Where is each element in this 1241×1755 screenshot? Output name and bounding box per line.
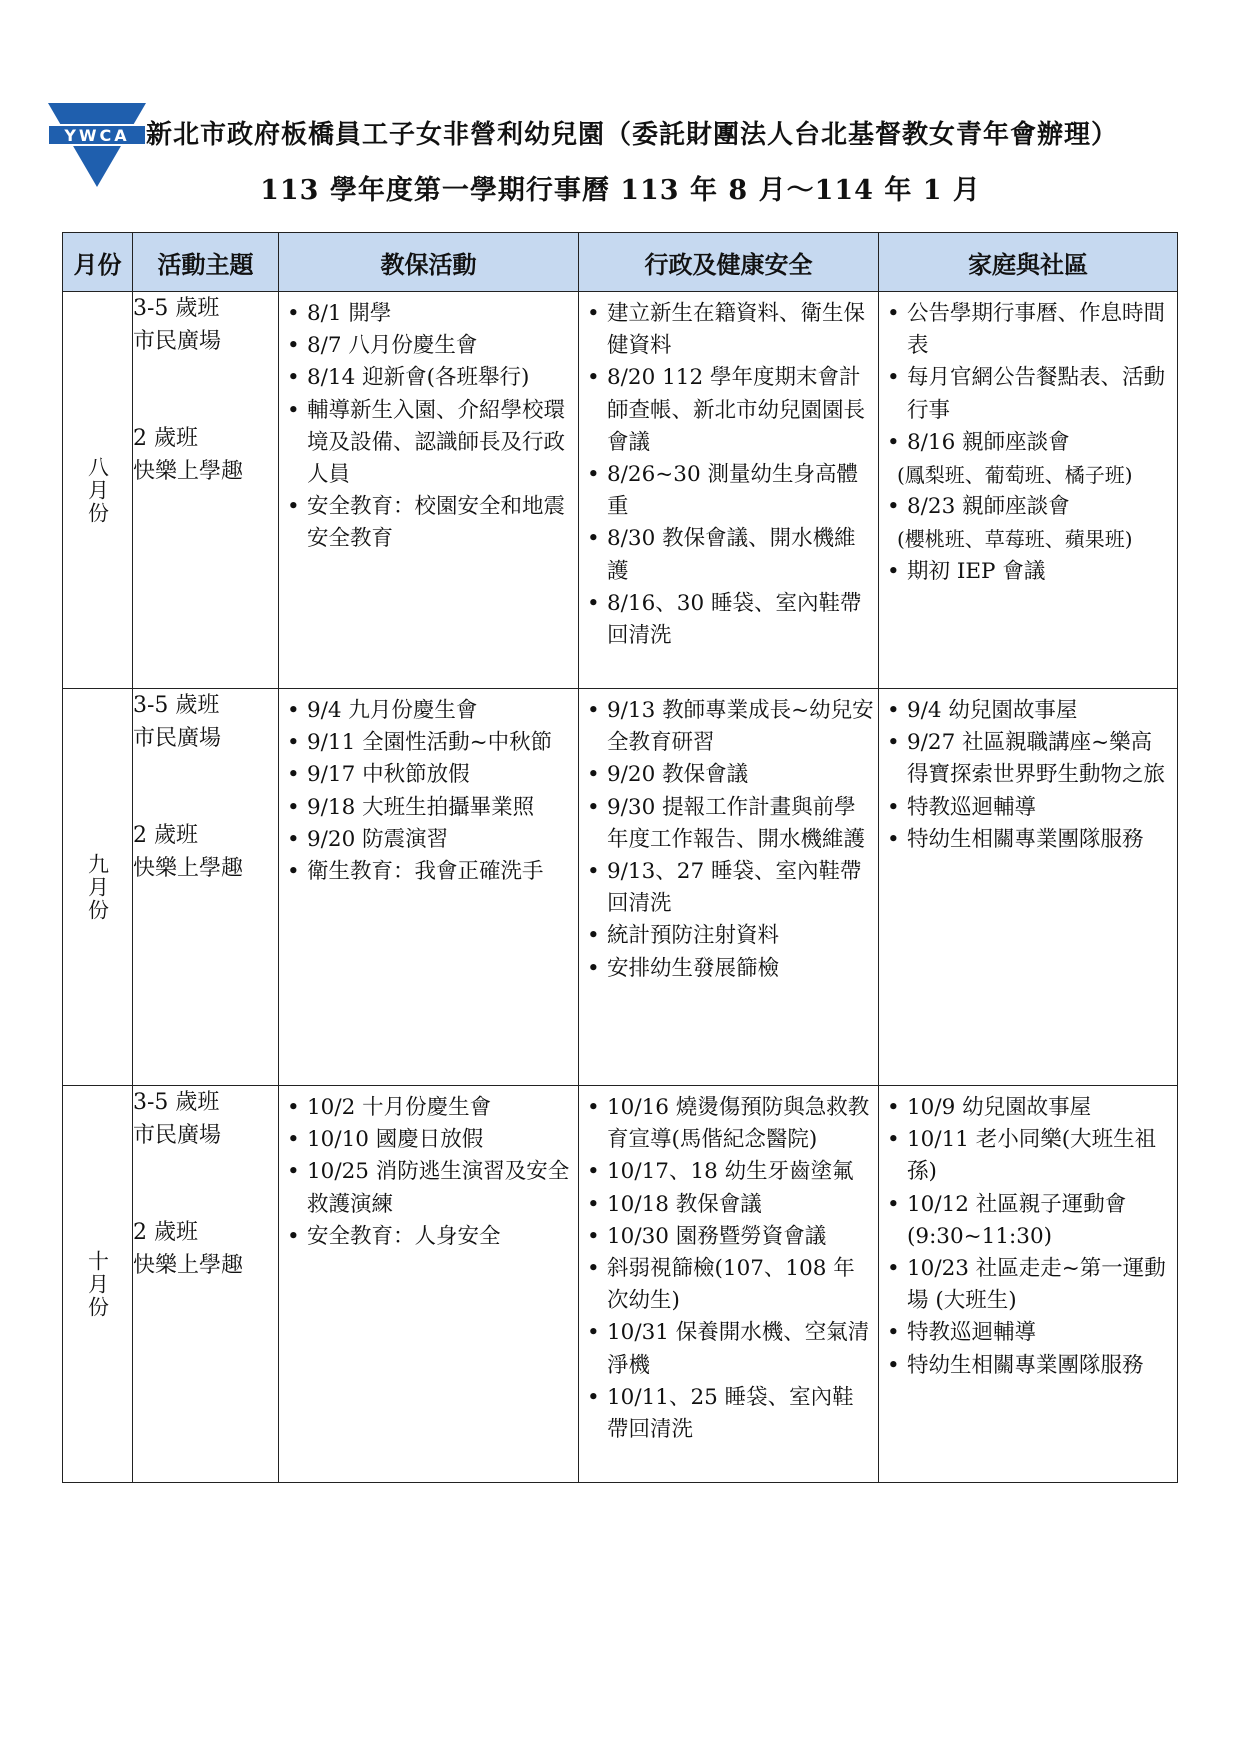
list-item: • 8/26~30 測量幼生身高體重 — [585, 459, 874, 523]
list-item: • 每月官網公告餐點表、活動行事 — [885, 362, 1173, 426]
theme-cell — [133, 1086, 279, 1483]
list-item: • 9/11 全園性活動~中秋節 — [285, 727, 574, 759]
list-item: • 9/27 社區親職講座~樂高得寶探索世界野生動物之旅 — [885, 727, 1173, 791]
list-item: • 8/16 親師座談會 — [885, 427, 1173, 459]
list-item: (櫻桃班、草莓班、蘋果班) — [897, 527, 1133, 552]
month-row — [63, 292, 1178, 689]
list-item: • 安排幼生發展篩檢 — [585, 953, 874, 985]
list-item: • 建立新生在籍資料、衛生保健資料 — [585, 298, 874, 362]
month-cell: 十月份 — [63, 1086, 133, 1483]
age-group-label: 2 歲班 — [133, 426, 198, 451]
education-list — [279, 292, 578, 556]
list-item: • 8/16、30 睡袋、室內鞋帶回清洗 — [585, 588, 874, 652]
column-header: 活動主題 — [133, 233, 279, 292]
month-cell: 九月份 — [63, 689, 133, 1086]
list-item: • 9/20 防震演習 — [285, 824, 574, 856]
column-header: 家庭與社區 — [879, 233, 1178, 292]
theme-cell — [133, 689, 279, 1086]
list-item: • 特教巡迴輔導 — [885, 792, 1173, 824]
column-header: 行政及健康安全 — [579, 233, 879, 292]
header-row — [63, 233, 1178, 292]
month-row — [63, 689, 1178, 1086]
theme-group — [133, 1086, 278, 1152]
list-item: • 期初 IEP 會議 — [885, 556, 1173, 588]
education-list — [279, 1086, 578, 1253]
age-group-label: 3-5 歲班 — [133, 1090, 220, 1115]
admin-list — [579, 1086, 878, 1446]
list-item: • 8/20 112 學年度期末會計師查帳、新北市幼兒園園長會議 — [585, 362, 874, 459]
age-group-label: 2 歲班 — [133, 823, 198, 848]
theme-group — [133, 1216, 278, 1282]
admin-cell — [579, 1086, 879, 1483]
theme-topic: 快樂上學趣 — [133, 856, 244, 881]
theme-group — [133, 819, 278, 885]
family-list — [879, 292, 1177, 588]
theme-topic: 市民廣場 — [133, 726, 222, 751]
theme-cell — [133, 292, 279, 689]
list-item: • 衛生教育：我會正確洗手 — [285, 856, 574, 888]
list-item: • 輔導新生入園、介紹學校環境及設備、認識師長及行政人員 — [285, 395, 574, 492]
list-item: • 9/4 九月份慶生會 — [285, 695, 574, 727]
education-cell — [279, 1086, 579, 1483]
list-item: • 9/4 幼兒園故事屋 — [885, 695, 1173, 727]
family-list — [879, 689, 1177, 856]
list-item: • 特教巡迴輔導 — [885, 1317, 1173, 1349]
admin-list — [579, 689, 878, 985]
list-item: • 10/12 社區親子運動會(9:30~11:30) — [885, 1189, 1173, 1253]
list-item: • 10/31 保養開水機、空氣清淨機 — [585, 1317, 874, 1381]
admin-cell — [579, 689, 879, 1086]
list-item: • 10/16 燒燙傷預防與急救教育宣導(馬偕紀念醫院) — [585, 1092, 874, 1156]
list-item: • 9/18 大班生拍攝畢業照 — [285, 792, 574, 824]
list-item: • 8/14 迎新會(各班舉行) — [285, 362, 574, 394]
theme-group — [133, 422, 278, 488]
svg-text:YWCA: YWCA — [64, 126, 130, 145]
list-item: • 10/11、25 睡袋、室內鞋帶回清洗 — [585, 1382, 874, 1446]
calendar-table — [62, 232, 1178, 1483]
list-item: • 10/10 國慶日放假 — [285, 1124, 574, 1156]
list-item: • 10/30 園務暨勞資會議 — [585, 1221, 874, 1253]
family-list — [879, 1086, 1177, 1382]
list-item: • 10/23 社區走走~第一運動場 (大班生) — [885, 1253, 1173, 1317]
list-item: • 10/17、18 幼生牙齒塗氟 — [585, 1156, 874, 1188]
column-header: 教保活動 — [279, 233, 579, 292]
list-item: • 8/30 教保會議、開水機維護 — [585, 523, 874, 587]
list-item: • 特幼生相關專業團隊服務 — [885, 1350, 1173, 1382]
column-header: 月份 — [63, 233, 133, 292]
age-group-label: 3-5 歲班 — [133, 296, 220, 321]
education-list — [279, 689, 578, 888]
age-group-label: 2 歲班 — [133, 1220, 198, 1245]
admin-list — [579, 292, 878, 652]
list-item: • 10/25 消防逃生演習及安全救護演練 — [285, 1156, 574, 1220]
list-item: (鳳梨班、葡萄班、橘子班) — [897, 463, 1133, 488]
theme-topic: 市民廣場 — [133, 329, 222, 354]
list-item: • 8/1 開學 — [285, 298, 574, 330]
list-item: • 斜弱視篩檢(107、108 年次幼生) — [585, 1253, 874, 1317]
list-item: • 統計預防注射資料 — [585, 920, 874, 952]
family-cell — [879, 689, 1178, 1086]
theme-topic: 快樂上學趣 — [133, 459, 244, 484]
list-item: • 9/13 教師專業成長~幼兒安全教育研習 — [585, 695, 874, 759]
list-item: • 公告學期行事曆、作息時間表 — [885, 298, 1173, 362]
list-item: • 10/2 十月份慶生會 — [285, 1092, 574, 1124]
month-row — [63, 1086, 1178, 1483]
education-cell — [279, 292, 579, 689]
education-cell — [279, 689, 579, 1086]
admin-cell — [579, 292, 879, 689]
list-item: • 安全教育：校園安全和地震安全教育 — [285, 491, 574, 555]
list-item: • 8/7 八月份慶生會 — [285, 330, 574, 362]
theme-topic: 市民廣場 — [133, 1123, 222, 1148]
list-item: • 9/20 教保會議 — [585, 759, 874, 791]
list-item: • 9/13、27 睡袋、室內鞋帶回清洗 — [585, 856, 874, 920]
list-item: • 9/30 提報工作計畫與前學年度工作報告、開水機維護 — [585, 792, 874, 856]
list-item: • 10/9 幼兒園故事屋 — [885, 1092, 1173, 1124]
family-cell — [879, 292, 1178, 689]
document-subtitle: 113 學年度第一學期行事曆 113 年 8 月～114 年 1 月 — [260, 175, 981, 206]
document-title: 新北市政府板橋員工子女非營利幼兒園（委託財團法人台北基督教女青年會辦理） — [146, 120, 1119, 150]
list-item: • 8/23 親師座談會 — [885, 491, 1173, 523]
family-cell — [879, 1086, 1178, 1483]
list-item: • 9/17 中秋節放假 — [285, 759, 574, 791]
list-item: • 10/18 教保會議 — [585, 1189, 874, 1221]
theme-topic: 快樂上學趣 — [133, 1253, 244, 1278]
theme-group — [133, 689, 278, 755]
list-item: • 安全教育：人身安全 — [285, 1221, 574, 1253]
list-item: • 特幼生相關專業團隊服務 — [885, 824, 1173, 856]
month-cell: 八月份 — [63, 292, 133, 689]
list-item: • 10/11 老小同樂(大班生祖孫) — [885, 1124, 1173, 1188]
theme-group — [133, 292, 278, 358]
age-group-label: 3-5 歲班 — [133, 693, 220, 718]
